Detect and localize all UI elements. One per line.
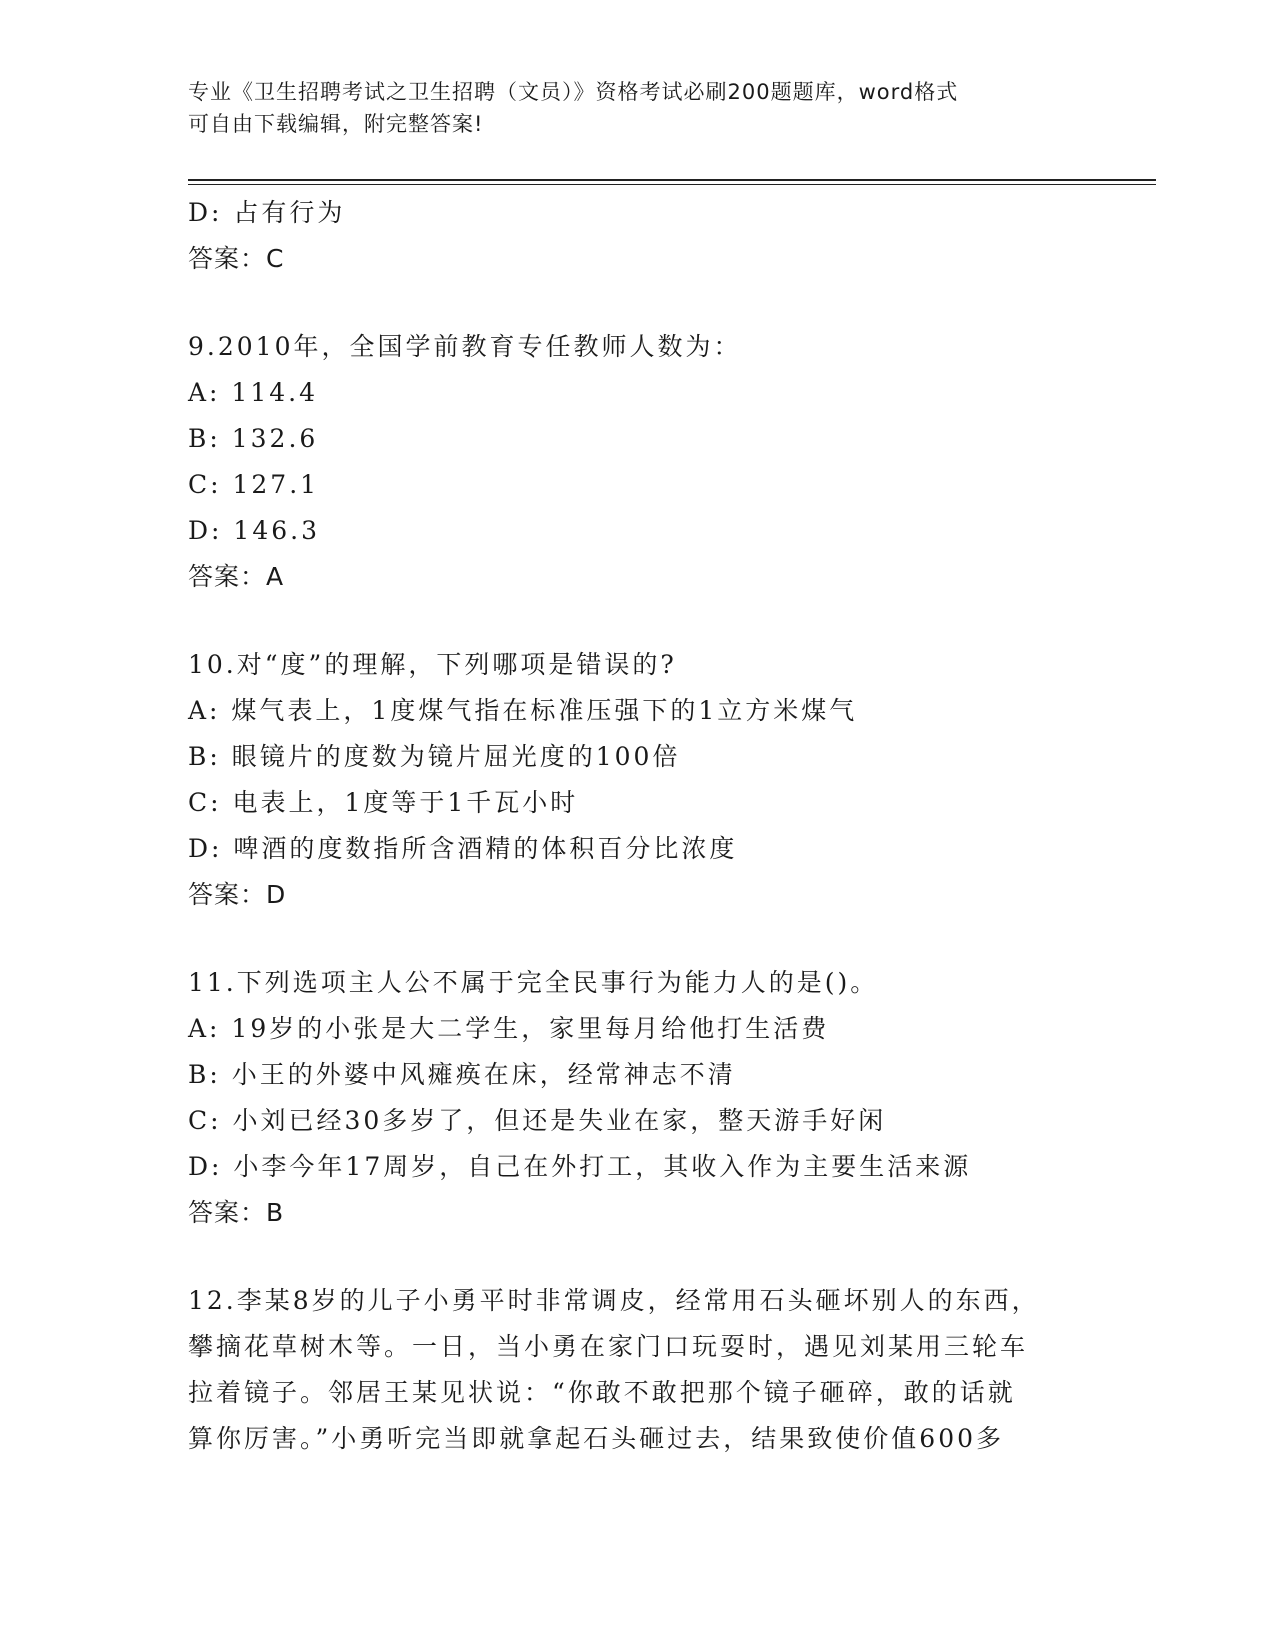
- prev-answer: 答案：C: [188, 244, 285, 273]
- option-c: C: 小刘已经30多岁了，但还是失业在家，整天游手好闲: [188, 1106, 887, 1135]
- spacer: [188, 600, 1088, 642]
- spacer: [188, 282, 1088, 324]
- question-stem-line: 拉着镜子。邻居王某见状说：“你敢不敢把那个镜子砸碎，敢的话就: [188, 1378, 1016, 1407]
- question-stem-line: 攀摘花草树木等。一日，当小勇在家门口玩耍时，遇见刘某用三轮车: [188, 1332, 1029, 1361]
- question-9: [188, 324, 1088, 600]
- header-line-1: 专业《卫生招聘考试之卫生招聘（文员）》资格考试必刷200题题库，word格式: [188, 80, 959, 104]
- question-stem: 10.对“度”的理解，下列哪项是错误的?: [188, 650, 677, 679]
- option-a: A: 煤气表上，1度煤气指在标准压强下的1立方米煤气: [188, 696, 858, 725]
- answer: 答案：B: [188, 1198, 285, 1227]
- question-stem-line: 算你厉害。”小勇听完当即就拿起石头砸过去，结果致使价值600多: [188, 1424, 1005, 1453]
- question-stem-line: 12.李某8岁的儿子小勇平时非常调皮，经常用石头砸坏别人的东西，: [188, 1286, 1040, 1315]
- question-stem: 9.2010年，全国学前教育专任教师人数为：: [188, 332, 742, 361]
- question-12: [188, 1278, 1068, 1462]
- document-header: [188, 76, 1068, 140]
- option-b: B: 132.6: [188, 424, 319, 453]
- prev-option-d: D: 占有行为: [188, 198, 346, 227]
- option-a: A: 114.4: [188, 378, 318, 407]
- header-divider-thick: [188, 179, 1156, 181]
- question-11: [188, 960, 1088, 1236]
- document-body: [188, 190, 1088, 1462]
- spacer: [188, 1236, 1088, 1278]
- header-divider-thin: [188, 184, 1156, 185]
- option-d: D: 啤酒的度数指所含酒精的体积百分比浓度: [188, 834, 738, 863]
- answer: 答案：A: [188, 562, 285, 591]
- question-10: [188, 642, 1088, 918]
- header-line-2: 可自由下载编辑，附完整答案!: [188, 112, 484, 136]
- question-stem: 11.下列选项主人公不属于完全民事行为能力人的是()。: [188, 968, 879, 997]
- option-b: B: 小王的外婆中风瘫痪在床，经常神志不清: [188, 1060, 736, 1089]
- option-c: C: 电表上，1度等于1千瓦小时: [188, 788, 579, 817]
- option-a: A: 19岁的小张是大二学生，家里每月给他打生活费: [188, 1014, 830, 1043]
- option-b: B: 眼镜片的度数为镜片屈光度的100倍: [188, 742, 681, 771]
- spacer: [188, 918, 1088, 960]
- option-c: C: 127.1: [188, 470, 320, 499]
- option-d: D: 小李今年17周岁，自己在外打工，其收入作为主要生活来源: [188, 1152, 972, 1181]
- answer: 答案：D: [188, 880, 287, 909]
- option-d: D: 146.3: [188, 516, 320, 545]
